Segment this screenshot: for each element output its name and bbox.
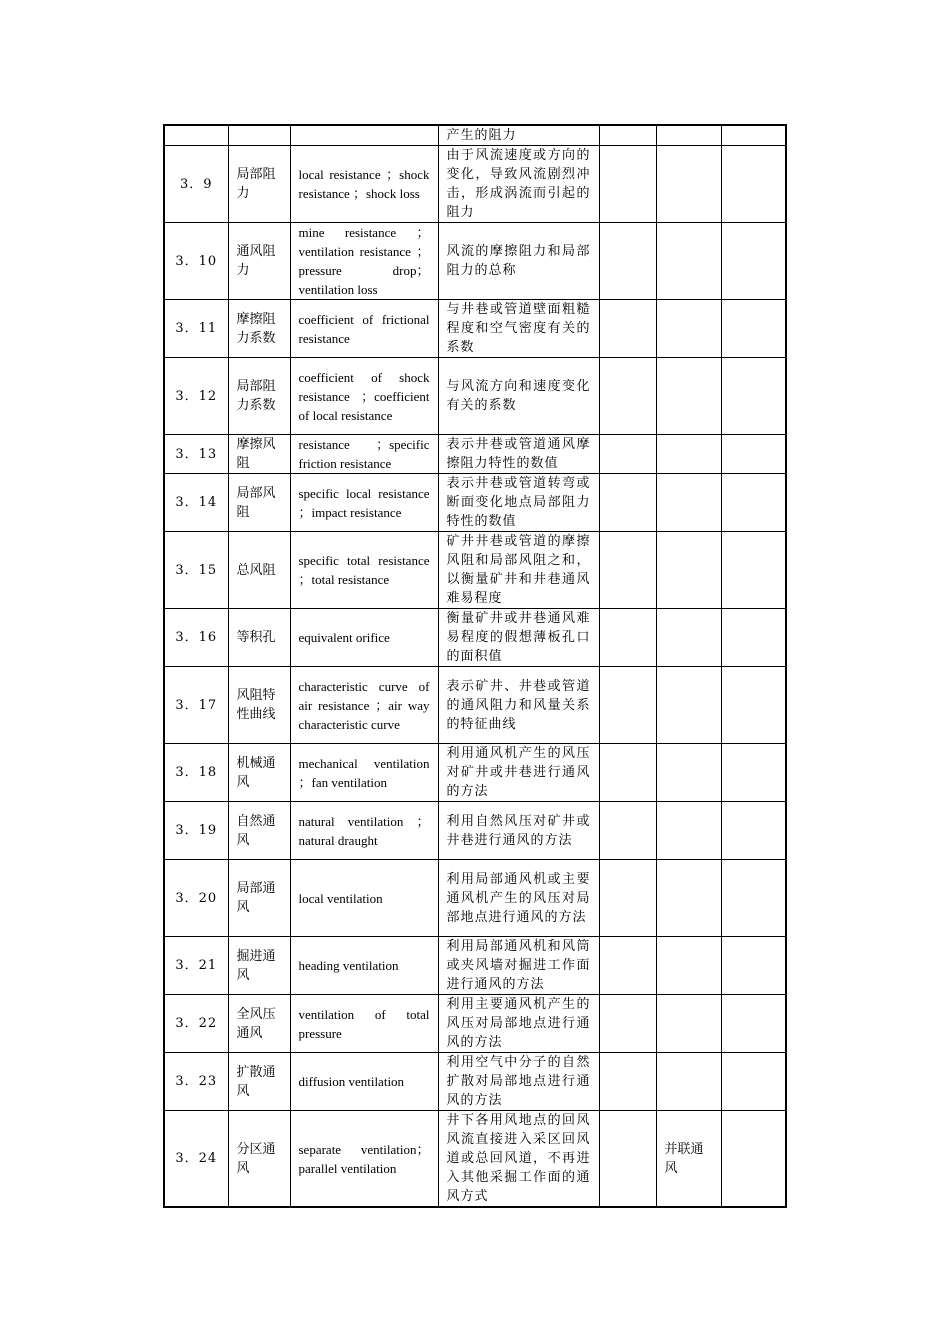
table-body — [164, 125, 786, 1207]
extra-column-2 — [721, 802, 786, 860]
term-english: separate ventilation；parallel ventilation — [290, 1111, 438, 1208]
term-english: diffusion ventilation — [290, 1053, 438, 1111]
term-number: 3．16 — [164, 609, 228, 667]
term-note — [656, 435, 721, 474]
term-definition: 表示矿井、井巷或管道的通风阻力和风量关系的特征曲线 — [438, 667, 599, 744]
term-english: equivalent orifice — [290, 609, 438, 667]
term-note — [656, 995, 721, 1053]
term-english: characteristic curve of air resistance ；air way characteristic curve — [290, 667, 438, 744]
table-row — [164, 744, 786, 802]
table-row — [164, 667, 786, 744]
term-chinese: 总风阻 — [228, 532, 290, 609]
term-note — [656, 300, 721, 358]
table-row — [164, 474, 786, 532]
term-number: 3．15 — [164, 532, 228, 609]
term-definition: 利用通风机产生的风压对矿井或井巷进行通风的方法 — [438, 744, 599, 802]
term-english: mechanical ventilation ；fan ventilation — [290, 744, 438, 802]
term-number: 3．11 — [164, 300, 228, 358]
term-definition: 利用局部通风机或主要通风机产生的风压对局部地点进行通风的方法 — [438, 860, 599, 937]
term-definition: 表示井巷或管道转弯或断面变化地点局部阻力特性的数值 — [438, 474, 599, 532]
term-number: 3．22 — [164, 995, 228, 1053]
term-number: 3．13 — [164, 435, 228, 474]
term-definition: 由于风流速度或方向的变化，导致风流剧烈冲击，形成涡流而引起的阻力 — [438, 146, 599, 223]
term-number — [164, 125, 228, 146]
extra-column-2 — [721, 125, 786, 146]
term-definition: 与风流方向和速度变化有关的系数 — [438, 358, 599, 435]
term-chinese: 机械通风 — [228, 744, 290, 802]
term-chinese: 等积孔 — [228, 609, 290, 667]
term-chinese: 分区通风 — [228, 1111, 290, 1208]
table-row — [164, 532, 786, 609]
extra-column-2 — [721, 300, 786, 358]
term-definition: 利用空气中分子的自然扩散对局部地点进行通风的方法 — [438, 1053, 599, 1111]
term-chinese — [228, 125, 290, 146]
table-row — [164, 300, 786, 358]
term-english: local ventilation — [290, 860, 438, 937]
term-note: 并联通风 — [656, 1111, 721, 1208]
extra-column-1 — [599, 1053, 656, 1111]
term-english: mine resistance ；ventilation resistance ；pressure drop；ventilation loss — [290, 223, 438, 300]
term-number: 3．21 — [164, 937, 228, 995]
term-number: 3．18 — [164, 744, 228, 802]
extra-column-1 — [599, 125, 656, 146]
table-row — [164, 358, 786, 435]
term-chinese: 局部阻力系数 — [228, 358, 290, 435]
term-chinese: 掘进通风 — [228, 937, 290, 995]
term-chinese: 通风阻力 — [228, 223, 290, 300]
extra-column-1 — [599, 609, 656, 667]
extra-column-1 — [599, 474, 656, 532]
term-note — [656, 744, 721, 802]
term-definition: 井下各用风地点的回风风流直接进入采区回风道或总回风道，不再进入其他采掘工作面的通风方式 — [438, 1111, 599, 1208]
table-row — [164, 995, 786, 1053]
term-english: local resistance ；shock resistance ；shock loss — [290, 146, 438, 223]
term-number: 3．24 — [164, 1111, 228, 1208]
table-row — [164, 223, 786, 300]
term-definition: 衡量矿井或井巷通风难易程度的假想薄板孔口的面积值 — [438, 609, 599, 667]
term-note — [656, 667, 721, 744]
term-definition: 利用局部通风机和风筒或夹风墙对掘进工作面进行通风的方法 — [438, 937, 599, 995]
extra-column-2 — [721, 860, 786, 937]
term-number: 3．10 — [164, 223, 228, 300]
term-english: ventilation of total pressure — [290, 995, 438, 1053]
table-row — [164, 435, 786, 474]
term-english — [290, 125, 438, 146]
term-chinese: 风阻特性曲线 — [228, 667, 290, 744]
term-definition: 与井巷或管道壁面粗糙程度和空气密度有关的系数 — [438, 300, 599, 358]
term-chinese: 局部阻力 — [228, 146, 290, 223]
term-definition: 利用自然风压对矿井或井巷进行通风的方法 — [438, 802, 599, 860]
term-english: specific local resistance ；impact resistance — [290, 474, 438, 532]
term-number: 3．12 — [164, 358, 228, 435]
term-definition: 矿井井巷或管道的摩擦风阻和局部风阻之和，以衡量矿井和井巷通风难易程度 — [438, 532, 599, 609]
term-chinese: 局部通风 — [228, 860, 290, 937]
term-number: 3．20 — [164, 860, 228, 937]
term-definition: 产生的阻力 — [438, 125, 599, 146]
term-definition: 表示井巷或管道通风摩擦阻力特性的数值 — [438, 435, 599, 474]
extra-column-1 — [599, 223, 656, 300]
extra-column-2 — [721, 146, 786, 223]
term-english: coefficient of frictional resistance — [290, 300, 438, 358]
term-definition: 利用主要通风机产生的风压对局部地点进行通风的方法 — [438, 995, 599, 1053]
extra-column-2 — [721, 474, 786, 532]
term-chinese: 摩擦风阻 — [228, 435, 290, 474]
term-note — [656, 125, 721, 146]
extra-column-2 — [721, 667, 786, 744]
table-row — [164, 802, 786, 860]
term-note — [656, 802, 721, 860]
extra-column-1 — [599, 860, 656, 937]
term-english: natural ventilation ；natural draught — [290, 802, 438, 860]
extra-column-2 — [721, 609, 786, 667]
extra-column-1 — [599, 1111, 656, 1208]
extra-column-2 — [721, 1053, 786, 1111]
term-note — [656, 223, 721, 300]
extra-column-1 — [599, 532, 656, 609]
term-note — [656, 358, 721, 435]
table-row — [164, 860, 786, 937]
term-english: specific total resistance ；total resistance — [290, 532, 438, 609]
terminology-table — [163, 124, 787, 1208]
term-note — [656, 474, 721, 532]
term-note — [656, 532, 721, 609]
term-note — [656, 1053, 721, 1111]
table-row — [164, 1111, 786, 1208]
extra-column-2 — [721, 532, 786, 609]
extra-column-1 — [599, 358, 656, 435]
extra-column-1 — [599, 802, 656, 860]
table-row — [164, 609, 786, 667]
term-chinese: 摩擦阻力系数 — [228, 300, 290, 358]
table-row — [164, 937, 786, 995]
term-note — [656, 609, 721, 667]
term-english: resistance ；specific friction resistance — [290, 435, 438, 474]
table-row — [164, 146, 786, 223]
term-number: 3．19 — [164, 802, 228, 860]
term-definition: 风流的摩擦阻力和局部阻力的总称 — [438, 223, 599, 300]
term-chinese: 扩散通风 — [228, 1053, 290, 1111]
extra-column-1 — [599, 435, 656, 474]
term-english: coefficient of shock resistance ；coefficient of local resistance — [290, 358, 438, 435]
term-number: 3．23 — [164, 1053, 228, 1111]
extra-column-1 — [599, 995, 656, 1053]
term-number: 3．17 — [164, 667, 228, 744]
term-note — [656, 146, 721, 223]
term-chinese: 自然通风 — [228, 802, 290, 860]
table-row — [164, 125, 786, 146]
table-row — [164, 1053, 786, 1111]
extra-column-2 — [721, 1111, 786, 1208]
term-chinese: 全风压通风 — [228, 995, 290, 1053]
term-note — [656, 937, 721, 995]
extra-column-1 — [599, 667, 656, 744]
extra-column-2 — [721, 995, 786, 1053]
extra-column-2 — [721, 223, 786, 300]
extra-column-2 — [721, 744, 786, 802]
extra-column-1 — [599, 300, 656, 358]
extra-column-1 — [599, 744, 656, 802]
term-note — [656, 860, 721, 937]
term-english: heading ventilation — [290, 937, 438, 995]
term-number: 3．14 — [164, 474, 228, 532]
extra-column-1 — [599, 937, 656, 995]
term-number: 3．9 — [164, 146, 228, 223]
extra-column-2 — [721, 358, 786, 435]
extra-column-2 — [721, 435, 786, 474]
extra-column-2 — [721, 937, 786, 995]
extra-column-1 — [599, 146, 656, 223]
term-chinese: 局部风阻 — [228, 474, 290, 532]
